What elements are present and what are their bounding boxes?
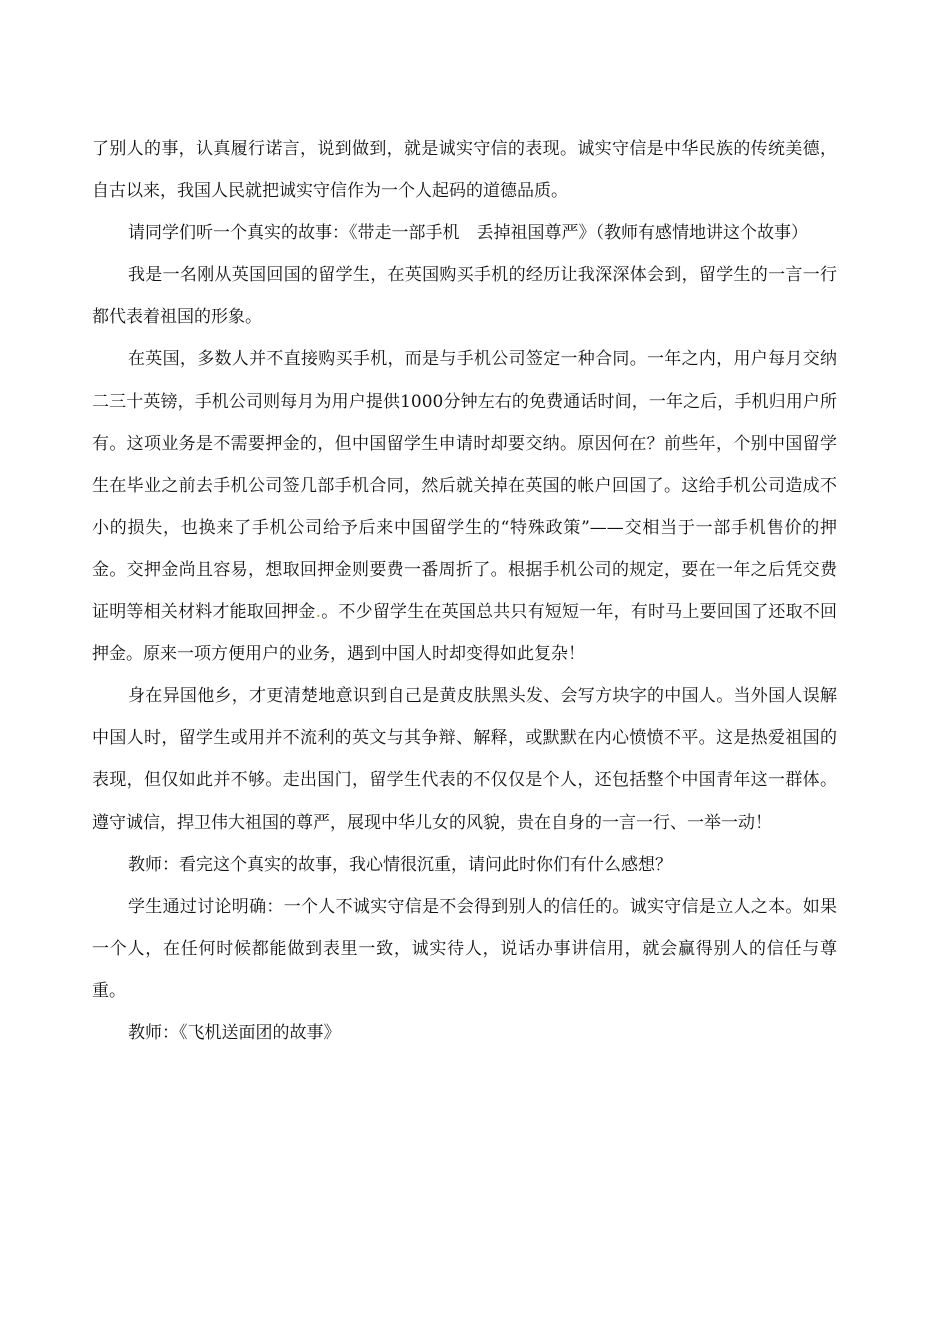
paragraph-text: 。不少留学生在英国总共只有短短一年，有时马上要回国了还取不回押金。原来一项方便用户的业务，遇到中国人时却变得如此复杂！ [92,602,838,665]
paragraph: 我是一名刚从英国回国的留学生，在英国购买手机的经历让我深深体会到，留学生的一言一行都代表着祖国的形象。 [92,265,837,328]
paragraph: 身在异国他乡，才更清楚地意识到自己是黄皮肤黑头发、会写方块字的中国人。当外国人误解中国人时，留学生或用并不流利的英文与其争辩、解释，或默默在内心愤愤不平。这是热爱祖国的表现，但仅如此并不够。走出国门，留学生代表的不仅仅是个人，还包括整个中国青年这一群体。遵守诚信，捍卫伟大祖国的尊严，展现中华儿女的风貌，贵在自身的一言一行、一举一动！ [92,686,837,833]
paragraph: 教师：《飞机送面团的故事》 [128,1022,341,1043]
paragraph: 请同学们听一个真实的故事：《带走一部手机 丢掉祖国尊严》（教师有感情地讲这个故事） [128,223,808,244]
paragraph [92,338,837,675]
paragraph: 学生通过讨论明确：一个人不诚实守信是不会得到别人的信任的。诚实守信是立人之本。如果一个人，在任何时候都能做到表里一致，诚实待人，说话办事讲信用，就会赢得别人的信任与尊重。 [92,896,837,1001]
paragraph: 了别人的事，认真履行诺言，说到做到，就是诚实守信的表现。诚实守信是中华民族的传统美德，自古以来，我国人民就把诚实守信作为一个人起码的道德品质。 [92,139,837,202]
document-body [92,128,837,1054]
paragraph-text: 在英国，多数人并不直接购买手机，而是与手机公司签定一种合同。一年之内，用户每月交纳二三十英镑，手机公司则每月为用户提供1000分钟左右的免费通话时间，一年之后，手机归用户所有。这项业务是不需要押金的，但中国留学生申请时却要交纳。原因何在？前些年，个别中国留学生在毕业之前去手机公司签几部手机合同，然后就关掉在英国的帐户回国了。这给手机公司造成不小的损失，也换来了手机公司给予后来中国留学生的“特殊政策”——交相当于一部手机售价的押金。交押金尚且容易，想取回押金则要费一番周折了。根据手机公司的规定，要在一年之后凭交费证明等相关材料才能取回押金 [92,349,837,623]
stray-dot: . [315,602,322,623]
paragraph: 教师：看完这个真实的故事，我心情很沉重，请问此时你们有什么感想？ [128,854,672,875]
